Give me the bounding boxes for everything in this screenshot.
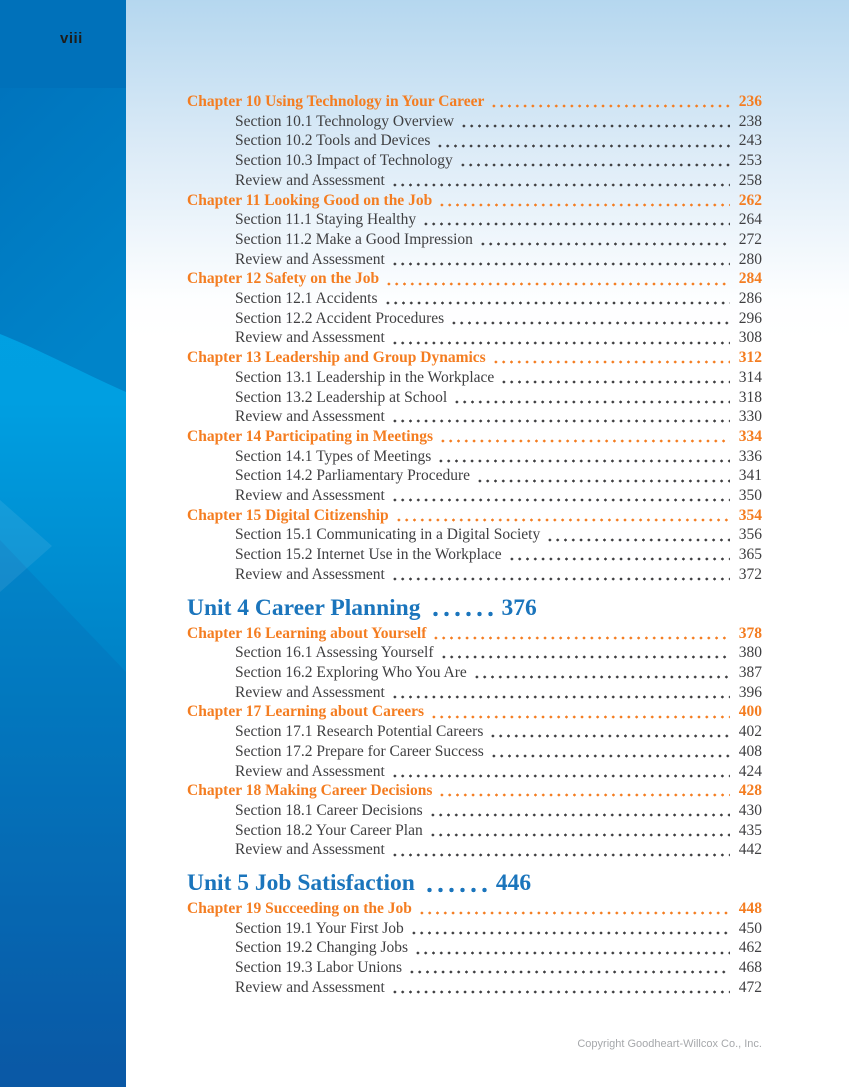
toc-chapter-row (187, 269, 762, 289)
toc-entry-label: Section 16.1 Assessing Yourself (235, 644, 434, 662)
toc-entry-page: 264 (738, 211, 762, 229)
toc-entry-label: Section 14.1 Types of Meetings (235, 447, 432, 465)
toc-entry-label: Section 10.3 Impact of Technology (235, 152, 453, 170)
dot-leader (453, 400, 730, 404)
toc-entry-label: Chapter 11 Looking Good on the Job (187, 191, 433, 209)
toc-entry-label: Section 15.2 Internet Use in the Workplace (235, 546, 502, 564)
toc-section-row (187, 210, 762, 230)
toc-entry-page: 314 (738, 368, 762, 386)
toc-section-row (187, 388, 762, 408)
toc-entry-label: Review and Assessment (235, 408, 385, 426)
dot-leader (492, 360, 730, 364)
dot-leader (410, 931, 730, 935)
dot-leader (439, 439, 730, 443)
toc-entry-label: Unit 5 Job Satisfaction (187, 870, 415, 897)
toc-entry-page: 387 (738, 663, 762, 681)
toc-entry-page: 450 (738, 919, 762, 937)
toc-entry-label: Section 19.2 Changing Jobs (235, 939, 409, 957)
dot-leader (489, 734, 730, 738)
dot-leader (508, 557, 730, 561)
dot-leader (384, 301, 731, 305)
toc-entry-page: 312 (738, 349, 762, 367)
toc-entry-label: Chapter 12 Safety on the Job (187, 270, 380, 288)
toc-entry-label: Section 17.1 Research Potential Careers (235, 723, 484, 741)
toc-section-row (187, 131, 762, 151)
toc-section-row (187, 663, 762, 683)
toc-entry-page: 272 (738, 230, 762, 248)
toc-chapter-row (187, 191, 762, 211)
toc-section-row (187, 821, 762, 841)
toc-entry-page: 402 (738, 723, 762, 741)
dot-leader (391, 341, 730, 345)
toc-entry-page: 468 (738, 959, 762, 977)
toc-entry-label: Section 18.1 Career Decisions (235, 801, 423, 819)
dot-leader (430, 715, 730, 719)
toc-chapter-row (187, 348, 762, 368)
toc-section-row (187, 722, 762, 742)
dot-leader (391, 990, 730, 994)
toc-entry-page: 262 (738, 191, 762, 209)
toc-entry-label: Review and Assessment (235, 171, 385, 189)
toc-entry-label: Section 10.1 Technology Overview (235, 112, 455, 130)
toc-entry-label: Review and Assessment (235, 978, 385, 996)
toc-entry-page: 396 (738, 683, 762, 701)
toc-entry-label: Section 19.1 Your First Job (235, 919, 404, 937)
toc-entry-page: 446 (495, 870, 532, 897)
toc-entry-page: 372 (738, 565, 762, 583)
toc-entry-page: 334 (738, 427, 762, 445)
toc-entry-label: Chapter 17 Learning about Careers (187, 703, 425, 721)
dot-leader (395, 518, 730, 522)
toc-section-row (187, 762, 762, 782)
toc-section-row (187, 407, 762, 427)
dot-leader (429, 813, 730, 817)
dot-leader (418, 911, 730, 915)
dot-leader (424, 887, 490, 893)
toc-section-row (187, 151, 762, 171)
toc-section-row (187, 801, 762, 821)
toc-entry-label: Section 13.1 Leadership in the Workplace (235, 368, 495, 386)
toc-section-row (187, 545, 762, 565)
dot-leader (437, 459, 730, 463)
toc-entry-label: Review and Assessment (235, 329, 385, 347)
copyright-notice: Copyright Goodheart-Willcox Co., Inc. (577, 1038, 762, 1050)
toc-entry-page: 341 (738, 467, 762, 485)
dot-leader (391, 577, 730, 581)
toc-entry-label: Section 10.2 Tools and Devices (235, 132, 431, 150)
toc-entry-page: 238 (738, 112, 762, 130)
toc-entry-page: 428 (738, 782, 762, 800)
toc-entry-label: Review and Assessment (235, 565, 385, 583)
toc-entry-label: Review and Assessment (235, 250, 385, 268)
toc-entry-page: 462 (738, 939, 762, 957)
toc-entry-page: 408 (738, 742, 762, 760)
toc-section-row (187, 171, 762, 191)
dot-leader (490, 754, 730, 758)
toc-section-row (187, 447, 762, 467)
toc-entry-page: 308 (738, 329, 762, 347)
dot-leader (429, 833, 730, 837)
toc-chapter-row (187, 427, 762, 447)
toc-section-row (187, 486, 762, 506)
table-of-contents (126, 0, 849, 998)
toc-entry-label: Review and Assessment (235, 841, 385, 859)
toc-section-row (187, 250, 762, 270)
dot-leader (408, 970, 730, 974)
toc-entry-page: 442 (738, 841, 762, 859)
toc-entry-page: 400 (738, 703, 762, 721)
dot-leader (473, 675, 730, 679)
toc-entry-page: 376 (501, 594, 537, 621)
toc-chapter-row (187, 899, 762, 919)
dot-leader (430, 611, 496, 617)
dot-leader (438, 793, 730, 797)
toc-entry-label: Chapter 16 Learning about Yourself (187, 624, 427, 642)
dot-leader (490, 104, 730, 108)
toc-entry-label: Section 15.1 Communicating in a Digital Society (235, 526, 541, 544)
toc-section-row (187, 565, 762, 585)
toc-entry-page: 380 (738, 644, 762, 662)
toc-entry-page: 253 (738, 152, 762, 170)
toc-unit-row (187, 594, 762, 622)
toc-entry-label: Section 16.2 Exploring Who You Are (235, 663, 467, 681)
dot-leader (391, 774, 730, 778)
toc-entry-page: 243 (738, 132, 762, 150)
toc-section-row (187, 938, 762, 958)
toc-entry-label: Section 11.1 Staying Healthy (235, 211, 417, 229)
toc-section-row (187, 742, 762, 762)
toc-entry-label: Section 14.2 Parliamentary Procedure (235, 467, 471, 485)
toc-entry-page: 284 (738, 270, 762, 288)
toc-entry-page: 472 (738, 978, 762, 996)
toc-section-row (187, 230, 762, 250)
dot-leader (422, 222, 730, 226)
dot-leader (391, 183, 730, 187)
dot-leader (500, 380, 730, 384)
toc-entry-label: Section 12.2 Accident Procedures (235, 309, 445, 327)
toc-section-row (187, 112, 762, 132)
dot-leader (391, 853, 730, 857)
dot-leader (546, 538, 730, 542)
toc-entry-label: Unit 4 Career Planning (187, 594, 421, 621)
toc-entry-label: Chapter 10 Using Technology in Your Career (187, 93, 485, 110)
toc-entry-page: 356 (738, 526, 762, 544)
toc-section-row (187, 978, 762, 998)
toc-section-row (187, 683, 762, 703)
toc-unit-row (187, 869, 762, 897)
dot-leader (460, 124, 730, 128)
toc-entry-label: Review and Assessment (235, 683, 385, 701)
dot-leader (391, 498, 730, 502)
toc-chapter-row (187, 624, 762, 644)
toc-section-row (187, 919, 762, 939)
toc-section-row (187, 466, 762, 486)
dot-leader (459, 163, 730, 167)
toc-entry-page: 258 (738, 171, 762, 189)
toc-entry-label: Review and Assessment (235, 487, 385, 505)
toc-section-row (187, 643, 762, 663)
toc-entry-page: 435 (738, 821, 762, 839)
toc-section-row (187, 328, 762, 348)
dot-leader (391, 419, 730, 423)
toc-entry-page: 236 (738, 93, 762, 110)
toc-chapter-row (187, 781, 762, 801)
dot-leader (414, 951, 730, 955)
toc-chapter-row (187, 506, 762, 526)
dot-leader (436, 144, 730, 148)
toc-entry-label: Chapter 14 Participating in Meetings (187, 427, 433, 445)
dot-leader (476, 479, 730, 483)
dot-leader (438, 203, 730, 207)
toc-entry-label: Chapter 19 Succeeding on the Job (187, 900, 412, 918)
toc-entry-page: 330 (738, 408, 762, 426)
toc-entry-label: Chapter 18 Making Career Decisions (187, 782, 433, 800)
toc-entry-page: 318 (738, 388, 762, 406)
dot-leader (432, 636, 730, 640)
toc-entry-label: Chapter 15 Digital Citizenship (187, 506, 389, 524)
toc-entry-label: Section 17.2 Prepare for Career Success (235, 742, 484, 760)
toc-entry-page: 354 (738, 506, 762, 524)
toc-entry-label: Section 12.1 Accidents (235, 290, 378, 308)
toc-chapter-row (187, 702, 762, 722)
toc-entry-page: 296 (738, 309, 762, 327)
toc-entry-label: Review and Assessment (235, 762, 385, 780)
toc-entry-label: Section 11.2 Make a Good Impression (235, 230, 473, 248)
toc-entry-label: Section 13.2 Leadership at School (235, 388, 448, 406)
toc-chapter-row (187, 92, 762, 112)
toc-entry-page: 424 (738, 762, 762, 780)
toc-section-row (187, 958, 762, 978)
toc-section-row (187, 289, 762, 309)
toc-entry-page: 336 (738, 447, 762, 465)
toc-entry-label: Section 19.3 Labor Unions (235, 959, 403, 977)
toc-entry-page: 286 (738, 290, 762, 308)
toc-section-row (187, 840, 762, 860)
dot-leader (391, 262, 730, 266)
toc-section-row (187, 525, 762, 545)
dot-leader (440, 655, 730, 659)
sidebar-artwork (0, 0, 126, 1087)
dot-leader (450, 321, 730, 325)
page-content (126, 0, 849, 1087)
dot-leader (479, 242, 730, 246)
toc-entry-page: 365 (738, 546, 762, 564)
toc-entry-page: 378 (738, 624, 762, 642)
toc-entry-page: 350 (738, 487, 762, 505)
toc-entry-label: Chapter 13 Leadership and Group Dynamics (187, 349, 486, 367)
toc-entry-label: Section 18.2 Your Career Plan (235, 821, 423, 839)
toc-entry-page: 448 (738, 900, 762, 918)
dot-leader (385, 282, 730, 286)
toc-entry-page: 280 (738, 250, 762, 268)
page-number-folio: viii (60, 30, 83, 47)
dot-leader (391, 695, 730, 699)
toc-entry-page: 430 (738, 801, 762, 819)
toc-section-row (187, 368, 762, 388)
toc-section-row (187, 309, 762, 329)
sidebar-decoration (0, 0, 126, 1087)
